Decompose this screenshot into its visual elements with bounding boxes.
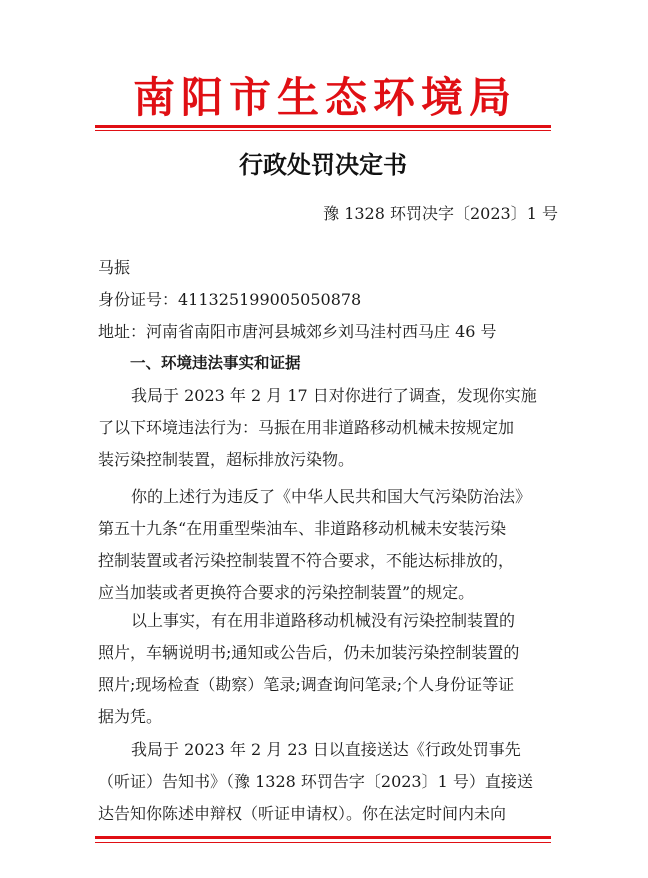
paragraph-line: 达告知你陈述申辩权（听证申请权）。你在法定时间内未向: [98, 804, 507, 823]
paragraph-line: 以上事实，有在用非道路移动机械没有污染控制装置的: [131, 611, 516, 630]
paragraph-line: 应当加装或者更换符合要求的污染控制装置”的规定。: [98, 583, 475, 602]
party-name: 马振: [98, 258, 131, 277]
section-heading: 一、环境违法事实和证据: [130, 354, 301, 372]
paragraph-line: 装污染控制装置，超标排放污染物。: [98, 450, 355, 469]
paragraph-notice: [98, 734, 554, 830]
paragraph-line: 照片，车辆说明书;通知或公告后，仍未加装污染控制装置的: [98, 643, 520, 662]
paragraph-line: 据为凭。: [98, 707, 163, 726]
paragraph-line: 照片;现场检查（勘察）笔录;调查询问笔录;个人身份证等证: [98, 675, 515, 694]
footer-rule-thick: [95, 836, 551, 839]
paragraph-line: 控制装置或者污染控制装置不符合要求，不能达标排放的，: [98, 551, 515, 570]
paragraph-investigation: [98, 380, 554, 476]
paragraph-line: 了以下环境违法行为：马振在用非道路移动机械未按规定加: [98, 418, 515, 437]
paragraph-line: 你的上述行为违反了《中华人民共和国大气污染防治法》: [131, 487, 532, 506]
party-address-line: 地址：河南省南阳市唐河县城郊乡刘马洼村西马庄 46 号: [98, 322, 497, 341]
document-title: 行政处罚决定书: [239, 150, 407, 179]
paragraph-evidence: [98, 605, 554, 733]
paragraph-line: 我局于 2023 年 2 月 23 日以直接送达《行政处罚事先: [131, 740, 521, 759]
paragraph-line: （听证）告知书》（豫 1328 环罚告字〔2023〕1 号）直接送: [98, 772, 533, 791]
paragraph-legal-basis: [98, 481, 554, 609]
header-rule-thick: [95, 125, 551, 128]
party-id-line: 身份证号：411325199005050878: [98, 290, 362, 309]
footer-rule-thin: [95, 842, 551, 843]
document-number: 豫 1328 环罚决字〔2023〕1 号: [323, 204, 558, 223]
header-rule-thin: [95, 130, 551, 131]
organization-title: 南阳市生态环境局: [132, 73, 517, 122]
paragraph-line: 第五十九条“在用重型柴油车、非道路移动机械未安装污染: [98, 519, 507, 538]
paragraph-line: 我局于 2023 年 2 月 17 日对你进行了调查，发现你实施: [131, 386, 537, 405]
